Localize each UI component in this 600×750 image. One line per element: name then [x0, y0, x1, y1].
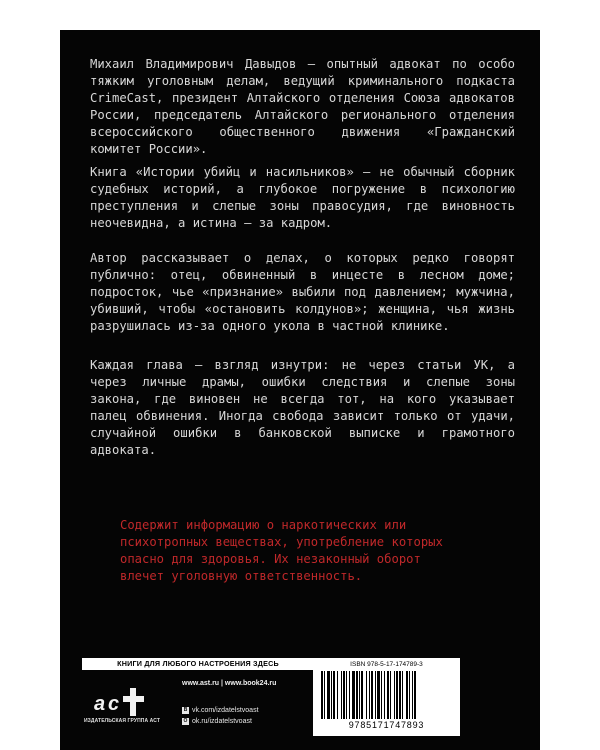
- publisher-websites[interactable]: www.ast.ru | www.book24.ru: [182, 680, 277, 687]
- barcode: [321, 671, 452, 719]
- drug-warning-notice: Содержит информацию о наркотических или психотропных веществах, употребление которых опасно для здоровья. Их незаконный оборот влечет уголовную ответственность.: [120, 518, 443, 583]
- ast-logo: [90, 680, 156, 736]
- svg-text:a: a: [94, 693, 106, 715]
- vk-link[interactable]: [182, 705, 312, 715]
- ok-link-text: ok.ru/izdatelstvoast: [192, 717, 252, 725]
- chapters-description: Каждая глава — взгляд изнутри: не через статьи УК, а через личные драмы, ошибки следствия и слепые зоны закона, где виновен не всегда тот, на кого указывает палец обвинения. Иногда свобода зависит только от удачи, случайной ошибки в банковской выписке и грамотного адвоката.: [90, 358, 515, 457]
- cases-description: Автор рассказывает о делах, о которых редко говорят публично: отец, обвиненный в инцесте в лесном доме; подросток, чье «признание» выбили под давлением; мужчина, убивший, чтобы «остановить колдунов»; женщина, чья жизнь разрушилась из-за одного укола в частной клинике.: [90, 251, 515, 333]
- ok-link[interactable]: [182, 716, 312, 726]
- publisher-tagline: КНИГИ ДЛЯ ЛЮБОГО НАСТРОЕНИЯ ЗДЕСЬ: [82, 658, 314, 670]
- isbn-label: ISBN 978-5-17-174789-3: [350, 661, 423, 668]
- ok-icon: О: [183, 717, 188, 724]
- author-bio: Михаил Владимирович Давыдов — опытный адвокат по особо тяжким уголовным делам, ведущий криминального подкаста CrimeCast, президент Алтайского отделения Союза адвокатов России, председатель Алтайского регионального отделения всероссийского общественного движения «Гражданский комитет России».: [90, 57, 515, 156]
- book-description: Книга «Истории убийц и насильников» — не обычный сборник судебных историй, а глубокое погружение в психологию преступления и слепые зоны правосудия, где виновность неочевидна, а истина — за кадром.: [90, 165, 515, 230]
- book-back-cover: [60, 30, 540, 750]
- vk-icon: В: [183, 706, 188, 713]
- vk-link-text: vk.com/izdatelstvoast: [192, 706, 259, 714]
- barcode-number: 9785171747893: [348, 720, 425, 730]
- barcode-area: [313, 658, 460, 736]
- publisher-caption: ИЗДАТЕЛЬСКАЯ ГРУППА АСТ: [83, 718, 160, 724]
- svg-text:c: c: [108, 693, 120, 715]
